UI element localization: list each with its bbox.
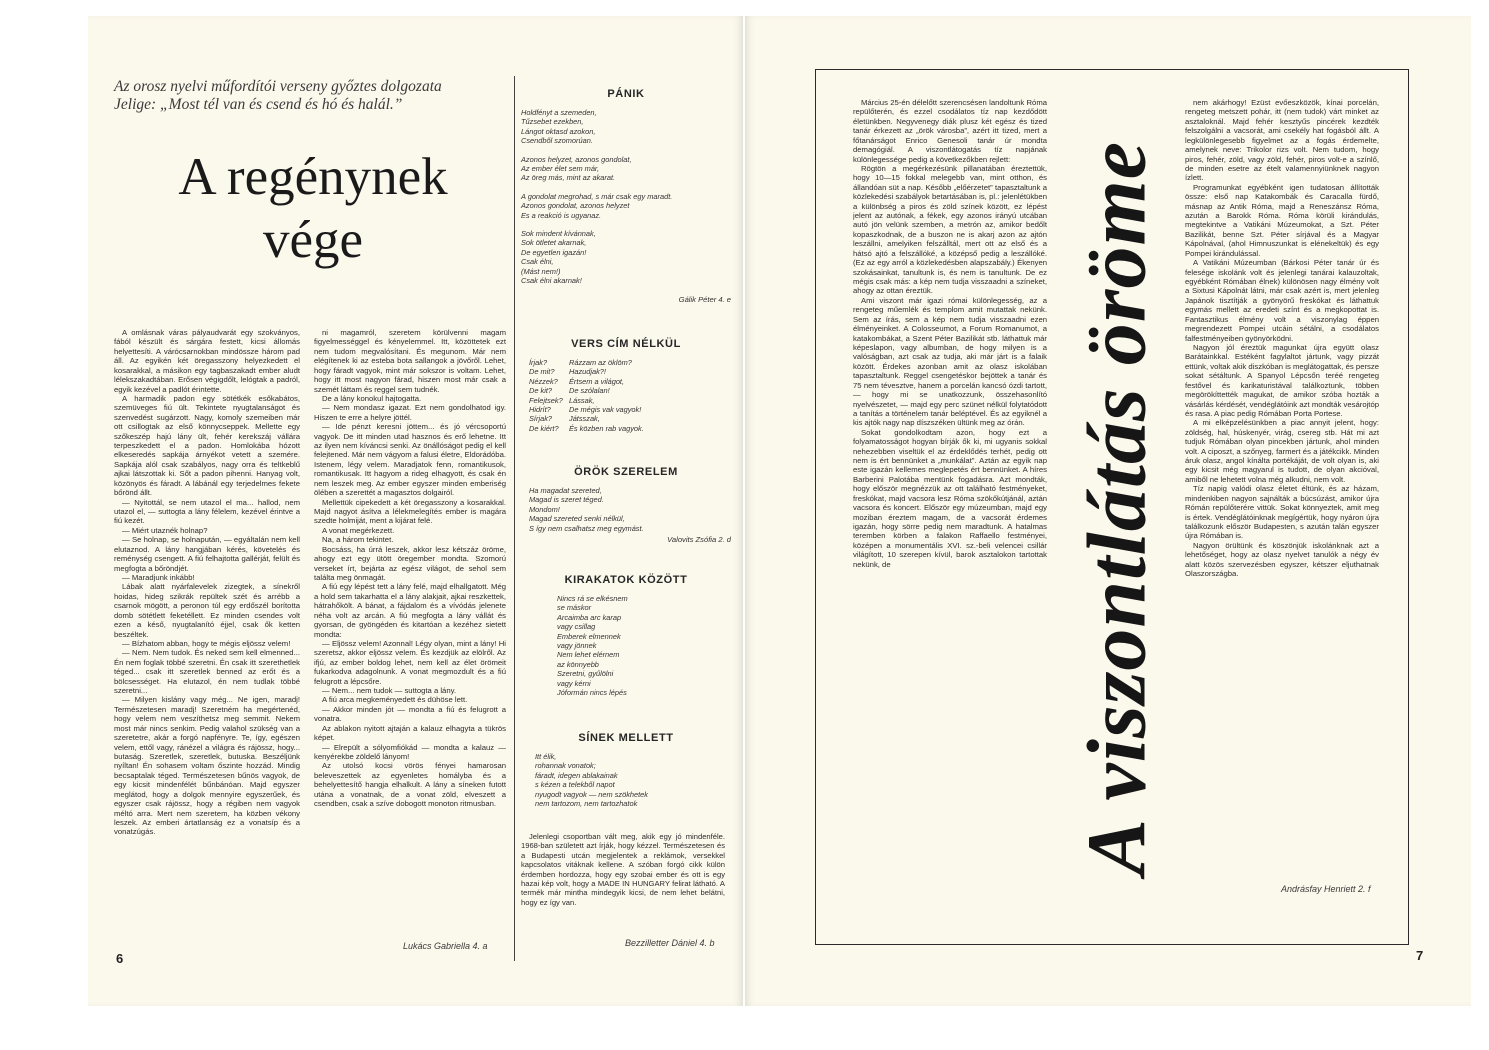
paragraph: — Maradjunk inkább!	[122, 572, 195, 582]
poem-line: nem tartozom, nem tartozhatok	[535, 799, 638, 809]
vertical-title: A viszontlátás öröme	[1070, 140, 1164, 876]
note-text	[521, 832, 725, 907]
poem-lines	[529, 486, 731, 533]
paragraph: Ami viszont már igazi római különlegesség, az a rengeteg műemlék és templom amit mutattak nekünk. Sem az írás, sem a kép nem tudja visszaadni ezen élményeinket. A Colosseumot, a Forum Romanumot, a katakombákat, a Szent Péter Bazilikát stb. láthattuk már képeslapon, vagy albumban, de hogy milyen is a valóságban, azt csak az tudja, aki már járt is a falaik között. Érdekes azonban amit az olasz iskolában tapasztaltunk. Reggel csengetéskor bejöttek a tanár és 75 nem tévesztve, hanem a porcelán kancsó ózdi tartott, — hogy mi se unatkozzunk, összehasonlító nyelvészetet, — majd egy perc szünet nélkül folytatódott a tanítás a történelem tanár beléptével. És az egyiknél a kis ajtók nagy nap díszszéken ültünk meg az órán.	[853, 295, 1047, 428]
travel-column-2	[1185, 98, 1379, 878]
paragraph: Na, a három tekintet.	[322, 535, 394, 545]
paragraph: A vonat megérkezett.	[322, 525, 395, 535]
paragraph: A harmadik padon egy sötétkék esőkabátos, szemüveges fiú ült. Tekintete nyugtalanságot és szenvedést sugárzott. Nagy, komoly szemeiben már ott csillogtak az első könnycseppek. Mellette egy szőkeszép hajú lány ült, fehér kerekszáj vállára terpeszkedett el a padon. Homlokába hózott elkeseredés sapkája árnyékot vetett a szemére. Sapkája alól csak szabályos, nagy orra és teltkeblű ajkai látszottak ki. Sőt a padon pihenni. Hanyag volt, közönyös és fáradt. A lábánál egy terjedelmes fekete bőrönd állt.	[114, 393, 300, 498]
paragraph: Az ablakon nyitott ajtaján a kalauz elhagyta a tükrös képet.	[314, 723, 506, 743]
poem-line-question: Sírjak?	[529, 414, 553, 424]
poem-line-question: Felejtsek?	[529, 395, 563, 405]
article-title	[108, 146, 518, 272]
paragraph: — Miért utaznék holnap?	[122, 525, 208, 535]
poem-lines	[535, 752, 731, 808]
poem-line-answer: Rázzam az öklöm?	[569, 358, 632, 367]
stanza	[521, 229, 731, 285]
poem-line-question: Nézzek?	[529, 376, 558, 386]
poem-title: SÍNEK MELLETT	[578, 732, 674, 744]
note-signature: Bezzilletter Dániel 4. b	[625, 938, 715, 948]
poems-column	[521, 76, 731, 966]
paragraph: Sokat gondolkodtam azon, hogy ezt a folyamatosságot hogyan bírják ők ki, mi ugyanis sokkal nehezebben viseltük el az érdeklődés terhét, pedig ott nem is ért bennünket a „munkálat”. Aztán az egyik nap este igazán kellemes meglepetés ért bennünket. A híres Barberini Palotába mentünk fogadásra. Azt mondták, hogy először megnézzük az ott található festményeket, freskókat, majd vacsora lesz Róma szökőkútjánál, aztán vacsora és koncert. Először egy múzeumban, majd egy moziban éreztem magam, de a vacsorát érdemes igazán, hogy sörre pedig nem maradtunk. A hatalmas teremben körben a falakon Raffaello festményei, középen a monumentális XVI. sz.-beli velencei csillár világított, 10 szerepen kívül, barok asztalokon tartottak nekünk, de	[853, 427, 1047, 569]
poem-line: Es a reakció is ugyanaz.	[521, 210, 602, 220]
page-number-right: 7	[1416, 948, 1424, 963]
poem-line: se máskor	[557, 603, 592, 613]
story-column-1	[114, 328, 300, 950]
poem-line: Az ember élet sem már,	[521, 164, 600, 174]
poem-line-answer: Lássak,	[569, 395, 595, 405]
poem-line-question: De kiért?	[529, 423, 559, 433]
poem-line-answer: És közben rab vagyok.	[569, 423, 644, 433]
paragraph: — Ide pénzt keresni jöttem... és jó vércsoportú vagyok. De itt minden utad hasznos és erő lehetne. Itt az ilyen nem kíváncsi senki. Az önállóságot pedig el kell felejtened. Már nem vágyom a falusi életre, Eldorádóba. Istenem, légy velem. Maradjatok fenn, romantikusok, romantikusak. Itt hagyom a rideg elhagyott, és csak én nem leszek meg. Az ember egyszer minden emberiség ölében a szerettét a magasztos dolgairól.	[314, 422, 506, 498]
story-column-2	[314, 328, 506, 932]
poem-line: Magad is szeret téged.	[529, 495, 604, 505]
stanza	[521, 192, 731, 220]
paragraph: nem akárhogy! Ezüst evőeszközök, kínai porcelán, rengeteg metszett pohár, itt (nem tudok) várt minket az asztaloknál. Majd fehér kesztyűs pincérek kezdték felszolgálni a vacsorát, ami csekély hat fogásból állt. A legkülönlegesebb figyelmet az a fogás érdemelte, amelynek neve: Trikolor rizs volt. Nem tudom, hogy piros, fehér, zöld, vagy zöld, fehér, piros volt-e a színlő, de minden esetre az ételt valamennyiünknek nagyon ízlett.	[1185, 98, 1379, 183]
poem-line: De egyetlen igazán!	[521, 247, 587, 257]
poem-orok	[521, 466, 731, 544]
note-paragraph: Jelenlegi csoportban vált meg, akik egy jó mindenféle. 1968-ban született azt írják, hogy kézzel. Természetesen és a Budapesti utcán megjelentek a reklámok, versekkel kapcsolatos vitáknak kellene. A szóban forgó cikk külön érdemben hordozza, hogy egy szobai ember és ott is egy hazai kép volt, hogy a MADE IN HUNGARY felirat látható. A termék már mintha mindegyik kicsi, de nem lehet belátni, hogy ez így van.	[521, 832, 725, 907]
poem-author: Valovits Zsófia 2. d	[667, 535, 731, 545]
paragraph: — Milyen kislány vagy még... Ne igen, maradj! Természetesen maradj! Szeretném ha megértenéd, hogy velem nem veszíthetsz meg semmit. Nekem most már nincs senkim. Pedig valahol szükség van a szeretetre, akár a forgó napfényre. Te, így, egészen velem, ettől vagy, ránézel a világra és rájössz, hogy... butaság. Szeretlek, szeretlek, butuska. Beszéljünk nyíltan! Én sohasem voltam őszinte hozzád. Mindig becsaptalak téged. Természetesen bűnös vagyok, de egy kicsit mindenfélét bűnbánóan. Majd egyszer meglátod, hogy a dolgok mennyire egyszerűek, és egyszer csak rájössz, hogy a régiben nem vagyok méltó arra. Mert nem szeretem, ha közben vékony leszek. Az emberi ártatlanság ez a vonatsíp és a vonatzúgás.	[114, 695, 300, 837]
poem-line: Szeretni, gyűlölni	[557, 669, 614, 679]
paragraph: — Nem. Nem tudok. És neked sem kell elmenned... Én nem foglak többé szeretni. Én csak itt szerethetlek téged... csak itt szeretlek benned az erőt és a bölcsességet. Ha elutazol, én nem tudlak többé szeretni...	[114, 648, 300, 696]
paragraph: Március 25-én délelőtt szerencsésen landoltunk Róma repülőterén, és ezzel csodálatos tíz nap kezdődött életünkben. Negyvenegy diák plusz két egész és tized tanár érkezett az „örök városba”, azért itt tized, mert a főtanárságot Enrico Genesoli tanár úr mondta demagógiál. A viszontlátogatás tíz napjának különlegessége pedig a következőkben rejlett:	[853, 98, 1047, 164]
paragraph: — Bízhatom abban, hogy te mégis eljössz velem!	[122, 638, 291, 648]
poem-line: Sok ötletet akarnak,	[521, 238, 587, 248]
poem-line: A gondolat megrohad, s már csak egy maradt.	[521, 191, 673, 201]
poem-vers	[521, 338, 731, 433]
poem-lines	[521, 108, 731, 286]
paragraph: De a lány konokul hajtogatta.	[322, 393, 422, 403]
paragraph: A omlásnak váras pályaudvarát egy szokványos, fából készült és sárgára festett, kicsi állomás helyettesíti. A várócsarnokban mindössze három pad áll. Az egyikén két öregasszony helyezkedett el kosarakkal, a másikon egy tagbaszakadt ember aludt lélekszakadtában. Erősen végigdőlt, lelógtak a padról, egyik kezével a padlót érintette.	[114, 328, 300, 394]
poem-title: VERS CÍM NÉLKÜL	[571, 338, 681, 350]
poem-line: Holdfényt a szemeden,	[521, 108, 597, 117]
poem-line: Arcaimba arc karap	[557, 612, 622, 622]
paragraph: Rögtön a megérkezésünk pillanatában éreztettük, hogy 10—15 fokkal melegebb van, mint otthon, és állandóan süt a nap. Később „előérzetet” tapasztaltunk a közlekedési szabályok betartásában is, pl.: jelenlétükben a különbség a piros és zöld színek között, ez lépést jelent az autónak, a fékek, egy azonos irányú utcában autó jön velünk szemben, a metrón az, amikor bedőlt kopaszkodnak, de a buszon ne is akarj azon az ajtón leszállni, amelyiken felszálltál, mert ott az első és a hátsó ajtó a felszállóké, a középső pedig a leszállóké. (Ez az egy arról a közlekedésben alapszabály.) Ékenyen szokásainkat, tanultunk is, és nem is tanultunk. De ez mégis csak más: a kép nem tudja visszaadni a színeket, ahogy az ottan éreztük.	[853, 163, 1047, 296]
paragraph: Programunkat egyébként igen tudatosan állították össze: első nap Katakombák és Caracalla fürdő, másnap az Antik Róma, majd a Reneszánsz Róma, azután a Barokk Róma. Róma körüli kirándulás, megtekintve a Vatikáni Múzeumokat, a Szt. Péter Bazilikát, benne Szt. Péter sírjával és a Magyar Kápolnával, (ahol Himnuszunkat is elénekeltük) és egy Pompei kirándulással.	[1185, 182, 1379, 258]
paragraph: Bocsáss, ha úrrá leszek, akkor lesz kétszáz öröme, ahogy ezt egy ütött öregember mondta. Szomorú verseket írt, bejárta az egész világot, de sehol sem találta meg önmagát.	[314, 544, 506, 582]
poem-line: Magad szereted senki nélkül,	[529, 514, 625, 524]
poem-kirakatok	[521, 574, 731, 697]
title-line-2: vége	[262, 211, 364, 269]
poem-line: az könnyebb	[557, 659, 599, 669]
poem-title: PÁNIK	[607, 88, 645, 100]
page-number-left: 6	[116, 951, 124, 966]
poem-sinek	[521, 732, 731, 808]
poem-title: KIRAKATOK KÖZÖTT	[564, 574, 688, 586]
paragraph: Mellettük cipekedett a két öregasszony a kosarakkal. Majd nagyot ásítva a lélekmelegítés ember is magára szedte holmiját, ment a kijárat felé.	[314, 497, 506, 526]
paragraph: Lábak alatt nyárfalevelek zizegtek, a sínekről hoidas, hideg szikrák repültek szét és arrébb a csarnok mögött, a peronon túl egy erdőszél borította domb sötétlett feketéllett. Ez minden csendes volt ezen a késő, nyugtalanító éjjel, csak ők ketten beszéltek.	[114, 582, 300, 639]
intro-text	[114, 78, 504, 114]
paragraph: Nagyon jól éreztük magunkat újra együtt olasz Barátainkkal. Estéként fagylaltot jártunk, vagy pizzát ettünk, voltak akik diszkóban is meglátogattak, és persze sokat sétáltunk. A Spanyol Lépcsőn teréé rengeteg festővel és karikaturistával találkoztunk, többen megörökíttették magukat, de amikor szóba hozták a vásárlás kérdését, vendéglátóink azt mondták vesárojtóp és rasa. A piac pedig Rómában Porta Portese.	[1185, 342, 1379, 418]
paragraph: — Nem... nem tudok — suttogta a lány.	[322, 686, 457, 696]
paragraph: — Akkor minden jót — mondta a fiú és felugrott a vonatra.	[314, 704, 506, 724]
poem-line: S így nem csalhatsz meg egymást.	[529, 523, 644, 533]
poem-panik	[521, 88, 731, 304]
paragraph: — Elrepült a sólyomfiókád — mondta a kalauz — kenyérekbe zöldelő lányom!	[314, 742, 506, 761]
poem-author: Gálik Péter 4. e	[678, 294, 731, 304]
poem-line: Emberek elmennek	[557, 631, 621, 641]
paragraph: Az utolsó kocsi vörös fényei hamarosan beleveszettek az egyenletes homályba és a behelyettesítő hangja elhalkult. A lány a síneken futott utána a vonatnak, de a vonat zöld, elveszett a csendben, csak a szíve dobogott monoton ritmusban.	[314, 761, 506, 809]
poem-line: Itt élik,	[535, 752, 557, 761]
poem-line: Csendből szomorúan.	[521, 136, 593, 146]
poem-lines	[529, 358, 731, 433]
intro-line-2: Jelige: „Most tél van és csend és hó és halál.”	[114, 96, 403, 113]
poem-line: Nem lehet elérnem	[557, 650, 620, 660]
poem-line: s kézen a telekből napot	[535, 780, 615, 790]
poem-line-answer: Játsszak,	[569, 414, 600, 424]
travel-column-1	[853, 98, 1047, 908]
paragraph: A fiú egy lépést tett a lány felé, majd elhallgatott. Még a hold sem takarhatta el a lány alakjait, ajkai reszkettek, hátrahőkölt. A bánat, a fájdalom és a vívódás jelenete néha volt az arcán. A fiú megfogta a lány vállát és gyorsan, de gyöngéden és kitartóan a kezéhez sietett mondta:	[314, 582, 506, 639]
poem-line-question: De kit?	[529, 386, 553, 396]
poem-line: Csak élni,	[521, 257, 554, 267]
poem-line: rohannak vonatok;	[535, 761, 596, 771]
poem-line-answer: Értsem a világot,	[569, 376, 625, 386]
poem-line: vagy csillag	[557, 622, 596, 632]
right-page	[745, 16, 1471, 1006]
poem-line: Tűzsebet ezekben,	[521, 117, 584, 127]
poem-line: Sok mindent kívánnak,	[521, 229, 596, 239]
poem-line: fáradt, idegen ablakainak	[535, 770, 618, 780]
intro-line-1: Az orosz nyelvi műfordítói verseny győztes dolgozata	[114, 78, 442, 95]
paragraph: ni magamról, szeretem körülvenni magam figyelmességgel és kényelemmel. Itt, közöttetek ezt nem tudom megvalósítani. És megunom. Már nem elégítenek ki az esteba bota sallangok a jövőről. Lehet, hogy fáradt vagyok, mint már sokszor is voltam. Lehet, hogy itt most nagyon fárad, hiszen most már csak a szemét láttam és reggel sem tudnék.	[314, 328, 506, 394]
poem-line-question: Írjak?	[529, 358, 548, 367]
poem-line-answer: De szólalan!	[569, 386, 610, 396]
story-signature: Lukács Gabriella 4. a	[403, 941, 488, 951]
poem-title: ÖRÖK SZERELEM	[574, 466, 678, 478]
poem-line: Azonos gondolat, azonos helyzet	[521, 201, 630, 211]
stanza	[521, 108, 731, 146]
travel-signature: Andrásfay Henriett 2. f	[1281, 884, 1371, 894]
poem-line-question: Hidrít?	[529, 405, 551, 415]
vertical-title-box	[1055, 88, 1179, 928]
poem-line: Mondom!	[529, 504, 560, 514]
paragraph: — Se holnap, se holnapután, — egyáltalán nem kell elutaznod. A lány hangjában kérés, követelés és reménység csengett. A fiú felhajtotta gallérját, felült és megfogta a bőröndjét.	[114, 535, 300, 573]
poem-line: vagy kérni	[557, 678, 591, 688]
poem-line: Lángot oktasd azokon,	[521, 126, 596, 136]
paragraph: A fiú arca megkeményedett és dühöse lett.	[322, 695, 468, 705]
poem-line: (Mást nem!)	[521, 266, 561, 276]
paragraph: — Eljössz velem! Azonnal! Légy olyan, mint a lány! Hi szeretsz, akkor eljössz velem. És kezdjük az elölről. Az ifjú, az ember boldog lehet, nem kell az élet örömeit fukarkodva adagolnunk. A vonat megmozdult és a fiú felugrott a lépcsőre.	[314, 638, 506, 686]
poem-line: Ha magadat szereted,	[529, 486, 602, 495]
paragraph: A mi elképzelésünkben a piac annyit jelent, hogy: zöldség, hal, húskenyér, virág, csereg stb. Hát mi azt tudjuk Rómában olyan pincekben jártunk, ahol minden volt. A ciposzt, a szőnyeg, farmert és a játékcikk. Minden áruk olasz, angol kínálta portékáját, de volt olyan is, aki egy kicsit még magyarul is tudott, de olyan akcióval, amiből ne lehetett volna még alkudni, nem volt.	[1185, 418, 1379, 484]
poem-lines	[557, 594, 731, 697]
poem-line: Az öreg más, mint az akarat.	[521, 173, 616, 183]
poem-line-question: De mit?	[529, 367, 555, 377]
stanza	[521, 155, 731, 183]
left-page	[88, 16, 743, 1006]
paragraph: Tíz napig valódi olasz életet éltünk, és az házam, mindenkiben nagyon sajnálták a búcsúzást, amikor újra Rómán repülőterére vittük. Sokat könnyeztek, amit meg is értek. Vendéglátóinknak megígértük, hogy nyáron újra találkozunk először Budapesten, s azután talán egyszer újra Rómában is.	[1185, 484, 1379, 541]
title-line-1: A regénynek	[178, 148, 448, 206]
poem-line: Csak élni akarnak!	[521, 276, 582, 286]
paragraph: — Nem mondasz igazat. Ezt nem gondolhatod igy. Hiszen te erre a helyre jöttél.	[314, 403, 506, 422]
paragraph: Nagyon örültünk és köszönjük iskolánknak azt a lehetőséget, hogy az olasz nyelvet tanulók a négy év alatt közös szervezésben egyszer, kétszer eljuthatnak Olaszországba.	[1185, 540, 1379, 579]
poem-line: nyugodt vagyok — nem szökhetek	[535, 789, 648, 799]
poem-line: Jóformán nincs lépés	[557, 688, 627, 698]
poem-line: Azonos helyzet, azonos gondolat,	[521, 154, 632, 164]
poem-line: Nincs rá se elkésnem	[557, 594, 628, 603]
column-divider	[514, 76, 515, 961]
poem-line: vagy jönnek	[557, 641, 597, 651]
poem-line-answer: Hazudjak?!	[569, 367, 606, 377]
paragraph: — Nyitottál, se nem utazol el ma... hallod, nem utazol el, — suttogta a lány félelem, kezével érintve a fiú kezét.	[114, 497, 300, 526]
poem-line-answer: De mégis vak vagyok!	[569, 405, 642, 415]
paragraph: A Vatikáni Múzeumban (Bárkosi Péter tanár úr és felesége iskolánk volt és jelenlegi tanárai kalauzoltak, egyébként Rómában élnek) különösen nagy élmény volt a Sixtusi Kápolnát látni, már csak azért is, mert jelenleg Japánok tisztítják a gyönyörű freskókat és láthattuk egymás mellett az eredeti színt és a megkopottat is. Fantasztikus élmény volt a viszonylag éppen megrendezett Pompei utcáin sétálni, a csodálatos falfestményeiben gyönyörködni.	[1185, 258, 1379, 343]
